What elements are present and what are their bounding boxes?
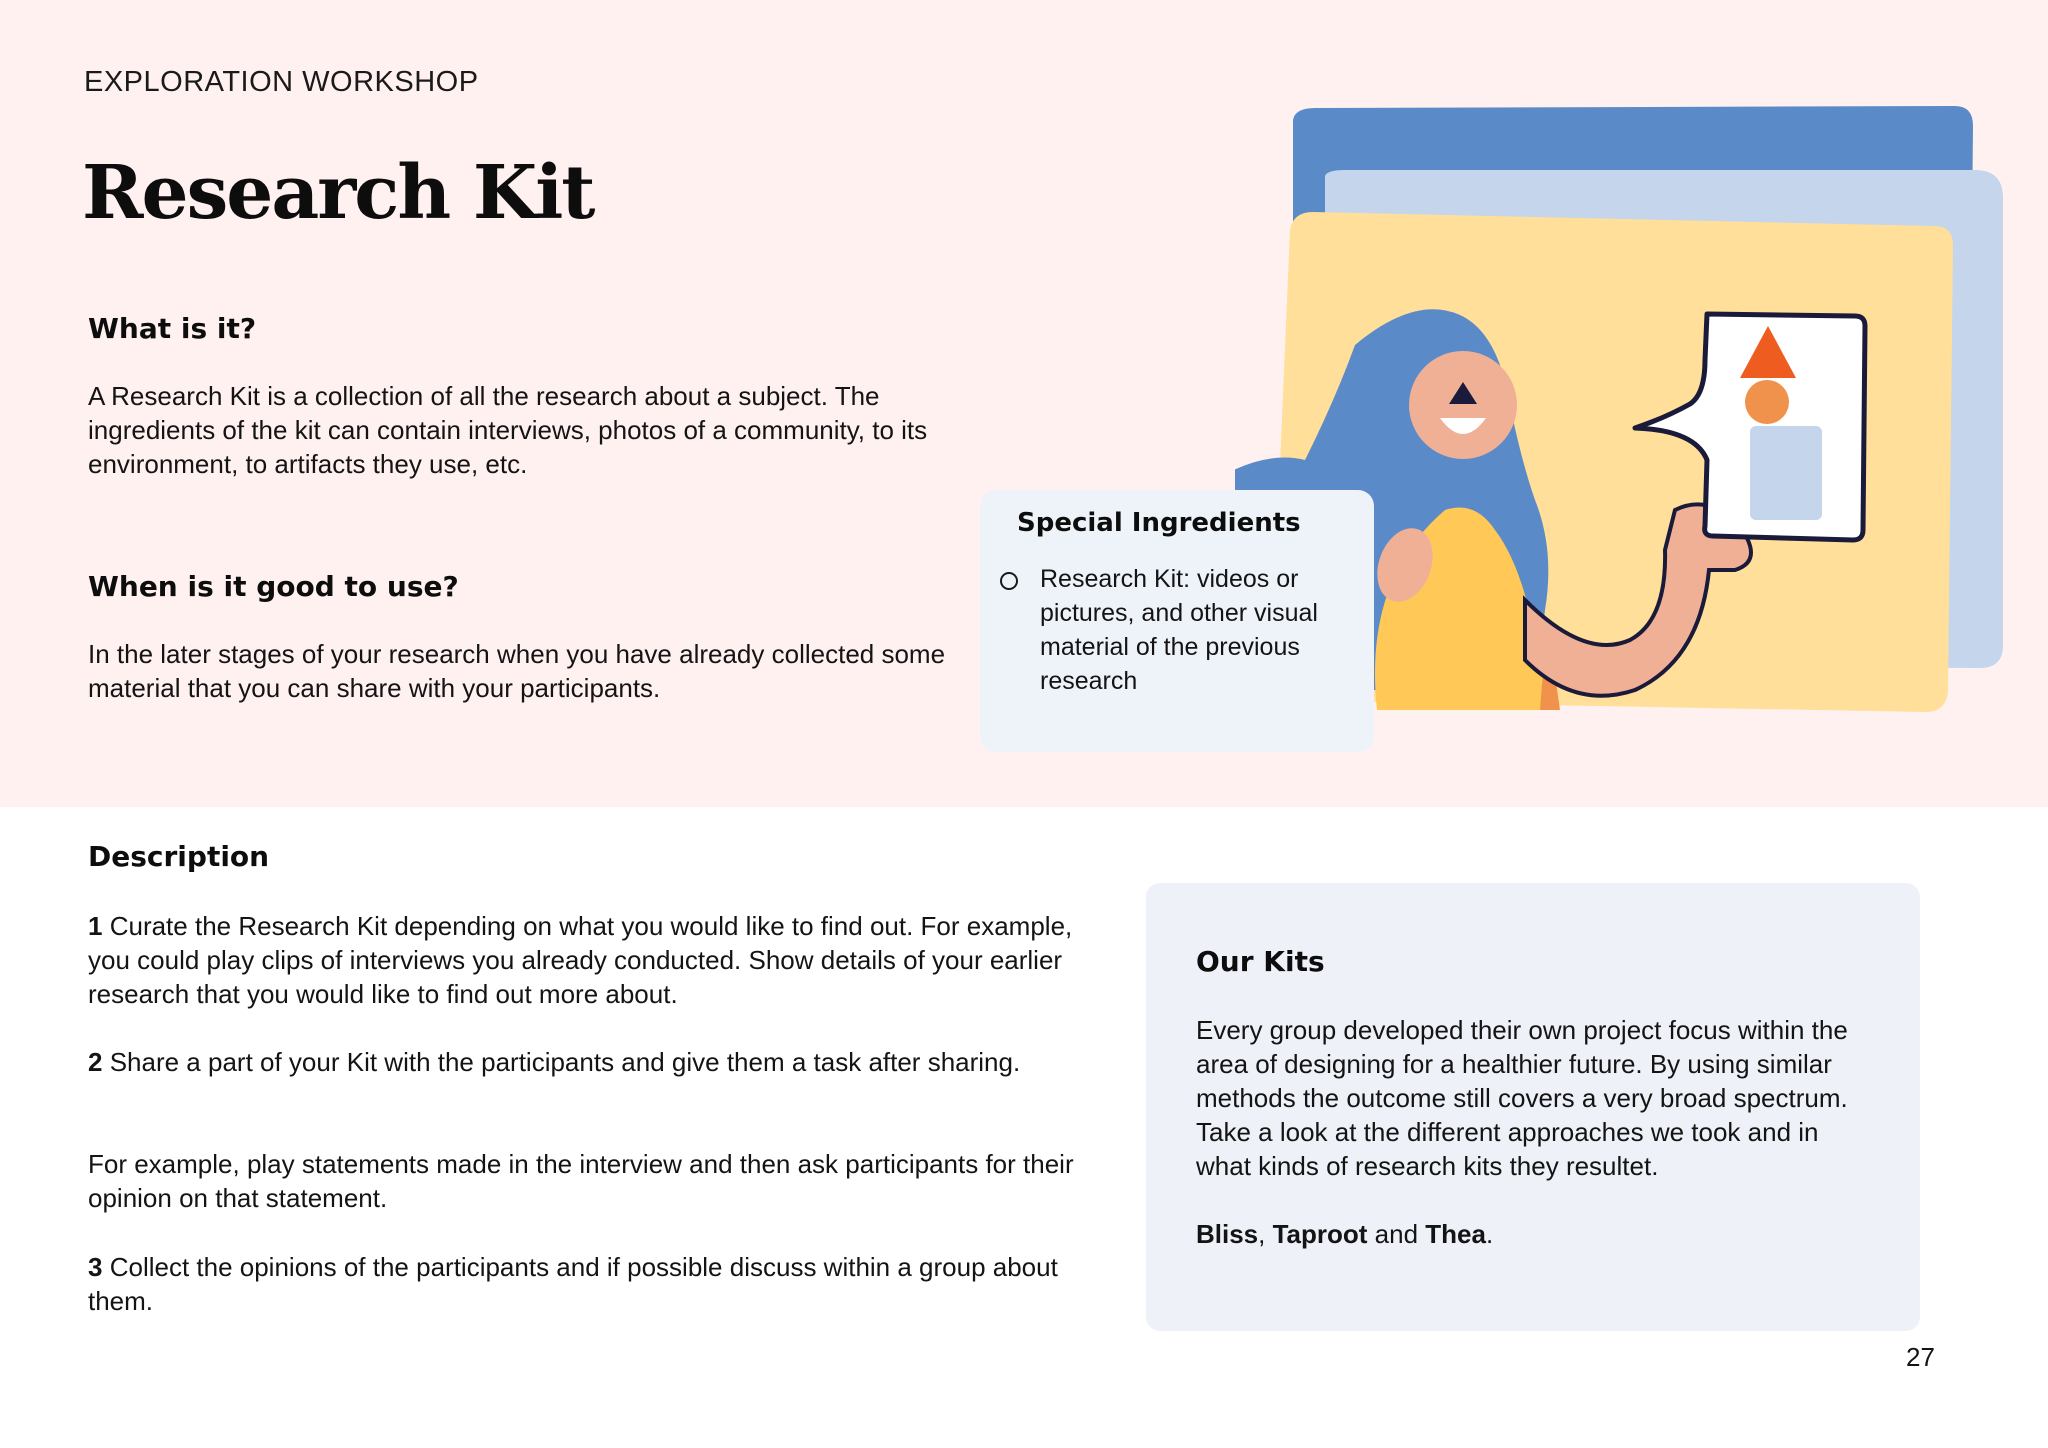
when-to-use-body: In the later stages of your research when you have already collected some material that you can share with your participants. [88, 639, 946, 703]
description-heading: Description [88, 840, 270, 873]
our-kits-body: Every group developed their own project focus within the area of designing for a healthier future. By using similar methods the outcome still covers a very broad spectrum. Take a look at the different approaches we took and in what kinds of research kits they resultet. [1196, 1015, 1848, 1181]
description-step-3 [88, 1250, 1078, 1318]
page-number: 27 [1906, 1342, 1935, 1372]
what-is-it-body: A Research Kit is a collection of all the research about a subject. The ingredients of the kit can contain interviews, photos of a community, to its environment, to artifacts they use, etc. [88, 381, 928, 479]
step-number: 3 [88, 1252, 103, 1282]
step-text: Share a part of your Kit with the participants and give them a task after sharing. [109, 1047, 1021, 1077]
what-is-it-heading: What is it? [88, 312, 257, 345]
kit-name-taproot: Taproot [1272, 1219, 1368, 1249]
person-face [1409, 351, 1517, 459]
bubble-circle-shape [1745, 380, 1789, 424]
kit-name-bliss: Bliss [1196, 1219, 1259, 1249]
when-to-use-heading: When is it good to use? [88, 570, 459, 603]
our-kits-panel [1146, 883, 1920, 1331]
description-example: For example, play statements made in the interview and then ask participants for their opinion on that statement. [88, 1149, 1074, 1213]
special-ingredients-item: Research Kit: videos or pictures, and other visual material of the previous research [1040, 565, 1318, 695]
bubble-rect-shape [1750, 426, 1822, 520]
workshop-label: EXPLORATION WORKSHOP [84, 66, 479, 98]
description-step-1 [88, 909, 1078, 1011]
special-ingredients-title: Special Ingredients [1017, 508, 1301, 538]
kit-separator: and [1367, 1219, 1426, 1249]
step-number: 1 [88, 911, 103, 941]
special-ingredients-card [980, 490, 1374, 752]
kit-end-punct: . [1485, 1219, 1494, 1249]
step-text: Collect the opinions of the participants and if possible discuss within a group about them. [88, 1252, 1058, 1316]
step-number: 2 [88, 1047, 103, 1077]
kit-name-thea: Thea [1425, 1219, 1486, 1249]
page-title: Research Kit [82, 150, 594, 236]
our-kits-title: Our Kits [1196, 945, 1325, 978]
kit-names [1196, 1217, 1493, 1251]
step-text: Curate the Research Kit depending on what you would like to find out. For example, you could play clips of interviews you already conducted. Show details of your earlier research that you would like to find out more about. [88, 911, 1073, 1009]
description-step-2 [88, 1045, 1078, 1079]
kit-separator: , [1258, 1219, 1273, 1249]
circle-bullet-icon [1000, 572, 1018, 590]
